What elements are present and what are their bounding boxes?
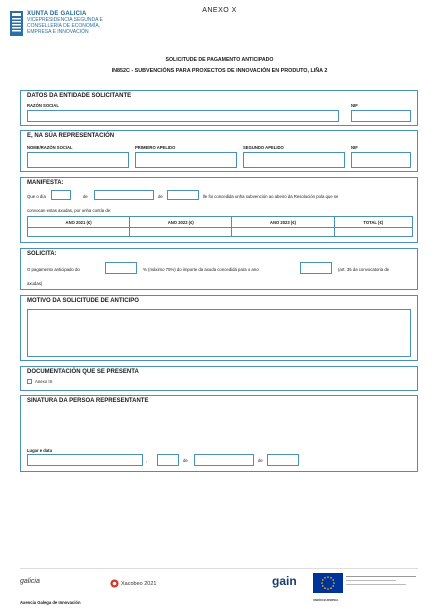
year-header: ANO 2021 (€): [28, 217, 130, 228]
footer-divider: [20, 568, 418, 569]
de-text: de: [83, 194, 88, 199]
section-title: SINATURA DA PERSOA REPRESENTANTE: [27, 398, 149, 404]
nif-label: NIF: [351, 103, 358, 108]
de-text: de: [158, 194, 163, 199]
section-title: SOLICITA:: [27, 251, 57, 257]
manifesta-section: [20, 177, 418, 243]
form-title: SOLICITUDE DE PAGAMENTO ANTICIPADO: [165, 57, 274, 63]
years-table: [27, 216, 413, 237]
motivo-section: [20, 295, 418, 361]
de-text: de: [183, 458, 188, 463]
anexo-ix-checkbox[interactable]: [27, 379, 32, 384]
organization-name: Axencia Galega de Innovación: [20, 600, 81, 605]
section-title: MANIFESTA:: [27, 180, 64, 186]
manifesta-text: lle foi concedida unha subvención ao abeiro da Resolución pola que se: [203, 194, 339, 199]
year-value-cell[interactable]: [334, 228, 412, 237]
entity-section: [20, 90, 418, 126]
nome-field[interactable]: [27, 152, 129, 168]
manifesta-text: convocan estas axudas, por unha contía de:: [27, 208, 112, 213]
solicita-text: O pagamento anticipado do: [27, 267, 80, 272]
form-subtitle: IN852C - SUBVENCIÓNS PARA PROXECTOS DE INNOVACIÓN EN PRODUTO, LIÑA 2: [111, 68, 328, 74]
signature-section: [20, 395, 418, 472]
solicita-text: % (máximo 75%) do importe da axuda concedida para o ano: [143, 267, 259, 272]
eu-logo: [313, 573, 343, 602]
primeiro-apelido-label: PRIMEIRO APELIDO: [135, 145, 176, 150]
annex-label: ANEXO X: [202, 7, 237, 14]
year-header: TOTAL (€): [334, 217, 412, 228]
section-title: DATOS DA ENTIDADE SOLICITANTE: [27, 93, 132, 99]
feder-text-block: [346, 574, 418, 585]
year-value-cell[interactable]: [232, 228, 334, 237]
motivo-textarea[interactable]: [27, 309, 411, 357]
year-value-cell[interactable]: [28, 228, 130, 237]
representative-section: [20, 130, 418, 172]
galicia-logo: [20, 578, 40, 585]
place-date-label: Lugar e data: [27, 448, 52, 453]
year-field[interactable]: [300, 262, 332, 274]
year-header: ANO 2022 (€): [130, 217, 232, 228]
que-o-dia-text: Que o día: [27, 194, 46, 199]
section-title: E, NA SÚA REPRESENTACIÓN: [27, 133, 115, 139]
de-text: de: [258, 458, 263, 463]
xacobeo-logo: [110, 579, 156, 588]
section-title: MOTIVO DA SOLICITUDE DE ANTICIPO: [27, 298, 139, 304]
nif-field[interactable]: [351, 152, 411, 168]
razon-social-field[interactable]: [27, 110, 339, 122]
gain-text: gain: [272, 574, 297, 588]
sign-year-field[interactable]: [267, 454, 299, 466]
razon-social-label: RAZÓN SOCIAL: [27, 103, 59, 108]
anexo-ix-label: Anexo IX: [35, 379, 53, 384]
sign-month-field[interactable]: [194, 454, 254, 466]
section-title: DOCUMENTACIÓN QUE SE PRESENTA: [27, 369, 139, 375]
eu-label: UNIÓN EUROPEA: [313, 598, 339, 602]
logo-title: XUNTA DE GALICIA: [27, 11, 87, 17]
percentage-field[interactable]: [105, 262, 137, 274]
month-field[interactable]: [94, 190, 154, 200]
nome-label: NOME/RAZÓN SOCIAL: [27, 145, 73, 150]
logo-line: CONSELLERÍA DE ECONOMÍA,: [27, 23, 101, 29]
solicita-text: axudas): [27, 281, 43, 286]
segundo-apelido-field[interactable]: [243, 152, 345, 168]
logo-line: VICEPRESIDENCIA SEGUNDA E: [27, 17, 103, 23]
xacobeo-text: Xacobeo 2021: [121, 580, 157, 587]
nif-field[interactable]: [351, 110, 411, 122]
day-field[interactable]: [51, 190, 71, 200]
year-field[interactable]: [167, 190, 199, 200]
year-value-cell[interactable]: [130, 228, 232, 237]
gain-logo: [272, 574, 297, 588]
xacobeo-icon: [110, 579, 119, 588]
segundo-apelido-label: SEGUNDO APELIDO: [243, 145, 284, 150]
logo-line: EMPRESA E INNOVACIÓN: [27, 29, 89, 35]
solicita-text: (art. 35 da convocatoria de: [338, 267, 390, 272]
galicia-text: galicia: [20, 578, 40, 585]
primeiro-apelido-field[interactable]: [135, 152, 237, 168]
galicia-shield-icon: [10, 11, 23, 36]
year-header: ANO 2023 (€): [232, 217, 334, 228]
comma-text: ,: [146, 458, 148, 463]
sign-day-field[interactable]: [157, 454, 179, 466]
documentation-section: [20, 366, 418, 391]
eu-flag-icon: [313, 573, 343, 593]
solicita-section: [20, 248, 418, 290]
place-field[interactable]: [27, 454, 143, 466]
nif-label: NIF: [351, 145, 358, 150]
